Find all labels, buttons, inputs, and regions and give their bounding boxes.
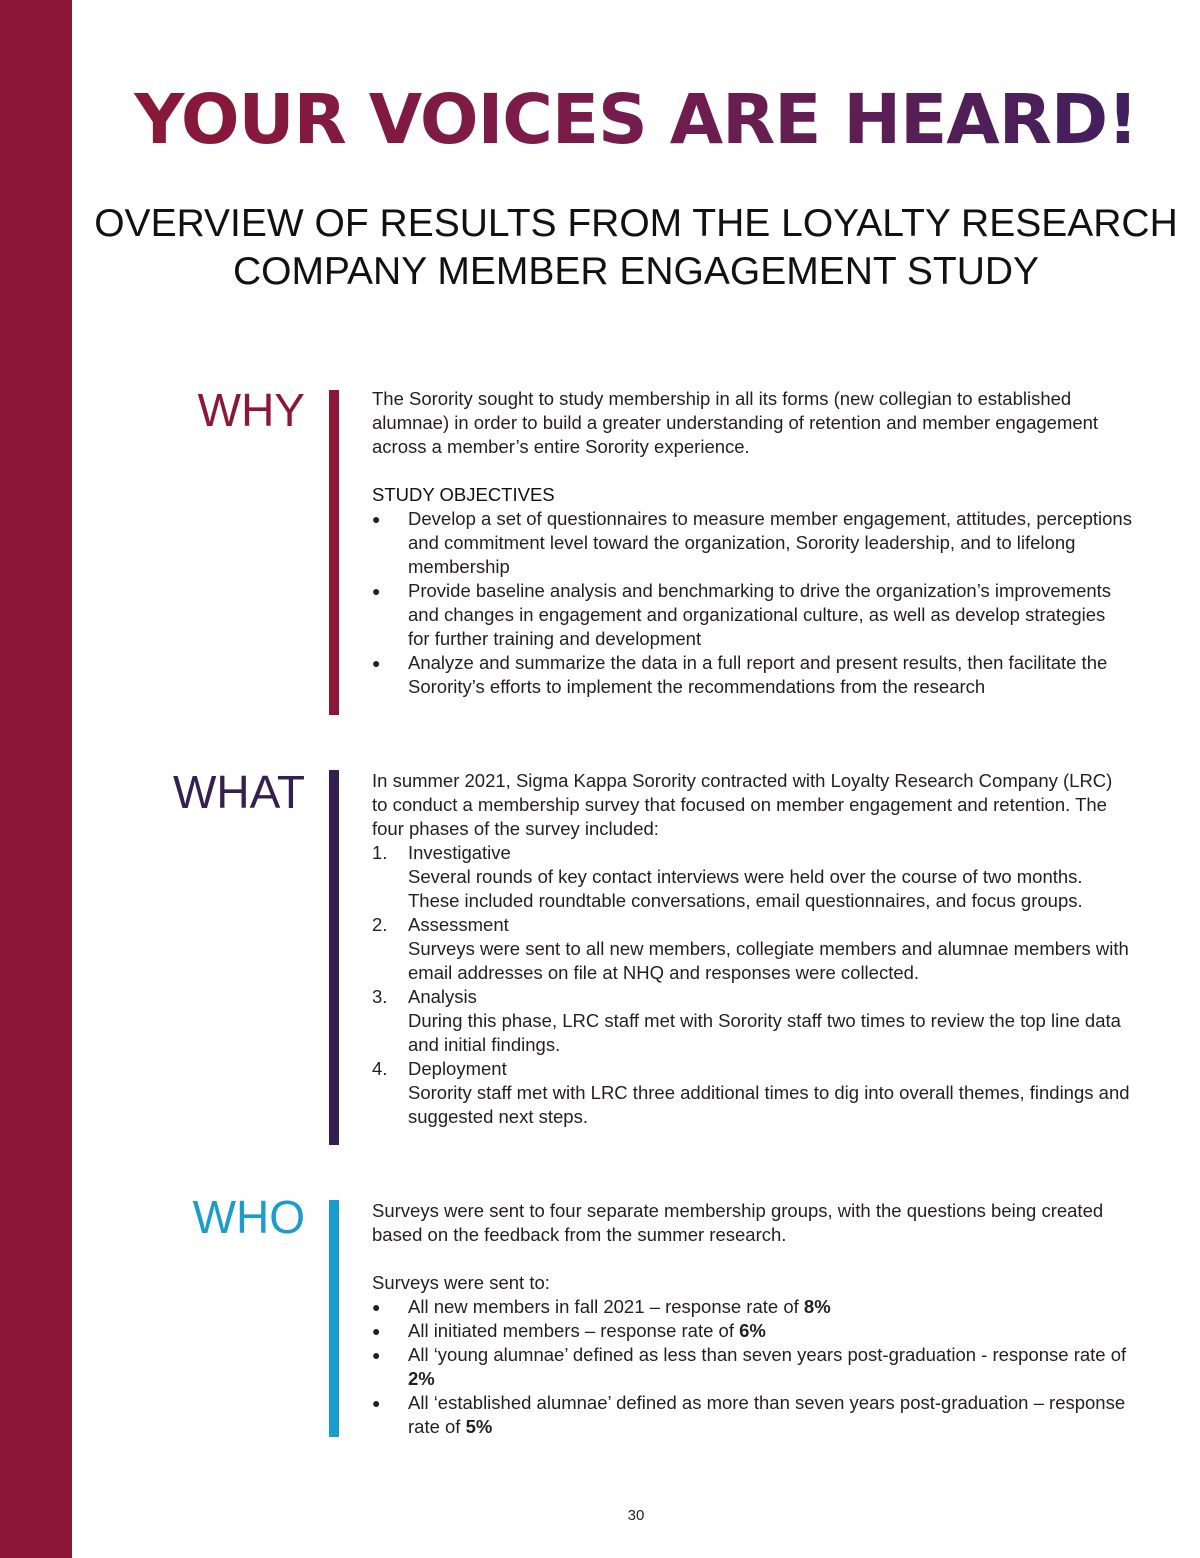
- phase-text: Surveys were sent to all new members, collegiate members and alumnae members with email addresses on file at NHQ and responses were collected.: [408, 938, 1129, 983]
- phase-number: 4.: [372, 1058, 388, 1079]
- what-intro: In summer 2021, Sigma Kappa Sorority contracted with Loyalty Research Company (LRC) to conduct a membership survey that focused on member engagement and retention. The four phases of the survey included:: [372, 770, 1113, 839]
- phase-title: Deployment: [408, 1058, 507, 1079]
- list-item: [372, 841, 1132, 913]
- list-item: ● All new members in fall 2021 – response rate of 8%: [372, 1296, 831, 1317]
- bullet-icon: ●: [372, 1347, 381, 1363]
- phase-text: During this phase, LRC staff met with Sorority staff two times to review the top line data and initial findings.: [408, 1010, 1121, 1055]
- list-item: ● All initiated members – response rate of 6%: [372, 1320, 766, 1341]
- list-item: [372, 1057, 1132, 1129]
- phase-title: Assessment: [408, 914, 509, 935]
- what-divider-bar: [329, 770, 339, 1145]
- subtitle-line: OVERVIEW OF RESULTS FROM THE LOYALTY RESEARCH: [94, 202, 1178, 245]
- why-section: [372, 387, 1132, 699]
- phase-number: 1.: [372, 842, 388, 863]
- response-rate: 2%: [408, 1368, 435, 1389]
- phase-title: Analysis: [408, 986, 477, 1007]
- list-item: [372, 913, 1132, 985]
- who-intro: Surveys were sent to four separate membership groups, with the questions being created based on the feedback from the summer research.: [372, 1200, 1104, 1245]
- list-item: ● Develop a set of questionnaires to measure member engagement, attitudes, perceptions and commitment level toward the organization, Sorority leadership, and to lifelong membership: [372, 508, 1132, 577]
- page-number: 30: [627, 1507, 645, 1524]
- bullet-icon: ●: [372, 583, 381, 599]
- phase-number: 3.: [372, 986, 388, 1007]
- bullet-icon: ●: [372, 1299, 381, 1315]
- why-intro: The Sorority sought to study membership in all its forms (new collegian to established alumnae) in order to build a greater understanding of retention and member engagement across a member’s entire Sorority experience.: [372, 388, 1099, 457]
- phase-text: Several rounds of key contact interviews were held over the course of two months. These included roundtable conversations, email questionnaires, and focus groups.: [408, 866, 1083, 911]
- phase-text: Sorority staff met with LRC three additional times to dig into overall themes, findings and suggested next steps.: [408, 1082, 1130, 1127]
- why-label: WHY: [197, 384, 305, 436]
- response-rate: 6%: [739, 1320, 766, 1341]
- list-item: ● All ‘established alumnae’ defined as more than seven years post-graduation – response rate of 5%: [372, 1392, 1126, 1437]
- page-title: YOUR VOICES ARE HEARD!: [72, 80, 1200, 160]
- list-item: ● Analyze and summarize the data in a full report and present results, then facilitate the Sorority’s efforts to implement the recommendations from the research: [372, 652, 1108, 697]
- bullet-icon: ●: [372, 655, 381, 671]
- bullet-icon: ●: [372, 1323, 381, 1339]
- bullet-icon: ●: [372, 511, 381, 527]
- list-item: [372, 985, 1132, 1057]
- groups-list: [372, 1295, 1132, 1439]
- left-color-band: [0, 0, 72, 1558]
- surveys-sent-to: Surveys were sent to:: [372, 1272, 550, 1293]
- response-rate: 8%: [803, 1296, 831, 1317]
- what-section: [372, 769, 1132, 1129]
- objectives-heading: STUDY OBJECTIVES: [372, 484, 555, 505]
- subtitle-line: COMPANY MEMBER ENGAGEMENT STUDY: [232, 250, 1040, 293]
- list-item: ● All ‘young alumnae’ defined as less than seven years post-graduation - response rate of 2%: [372, 1344, 1127, 1389]
- list-item: ● Provide baseline analysis and benchmarking to drive the organization’s improvements and changes in engagement and organizational culture, as well as develop strategies for further training and development: [372, 580, 1112, 649]
- who-label: WHO: [192, 1191, 305, 1243]
- objectives-list: [372, 507, 1132, 699]
- who-divider-bar: [329, 1200, 339, 1437]
- who-section: [372, 1199, 1132, 1439]
- phase-number: 2.: [372, 914, 388, 935]
- what-label: WHAT: [172, 766, 305, 818]
- phase-title: Investigative: [408, 842, 511, 863]
- page-subtitle: [72, 200, 1200, 296]
- bullet-icon: ●: [372, 1395, 381, 1411]
- response-rate: 5%: [465, 1416, 493, 1437]
- phases-list: [372, 841, 1132, 1129]
- why-divider-bar: [329, 390, 339, 715]
